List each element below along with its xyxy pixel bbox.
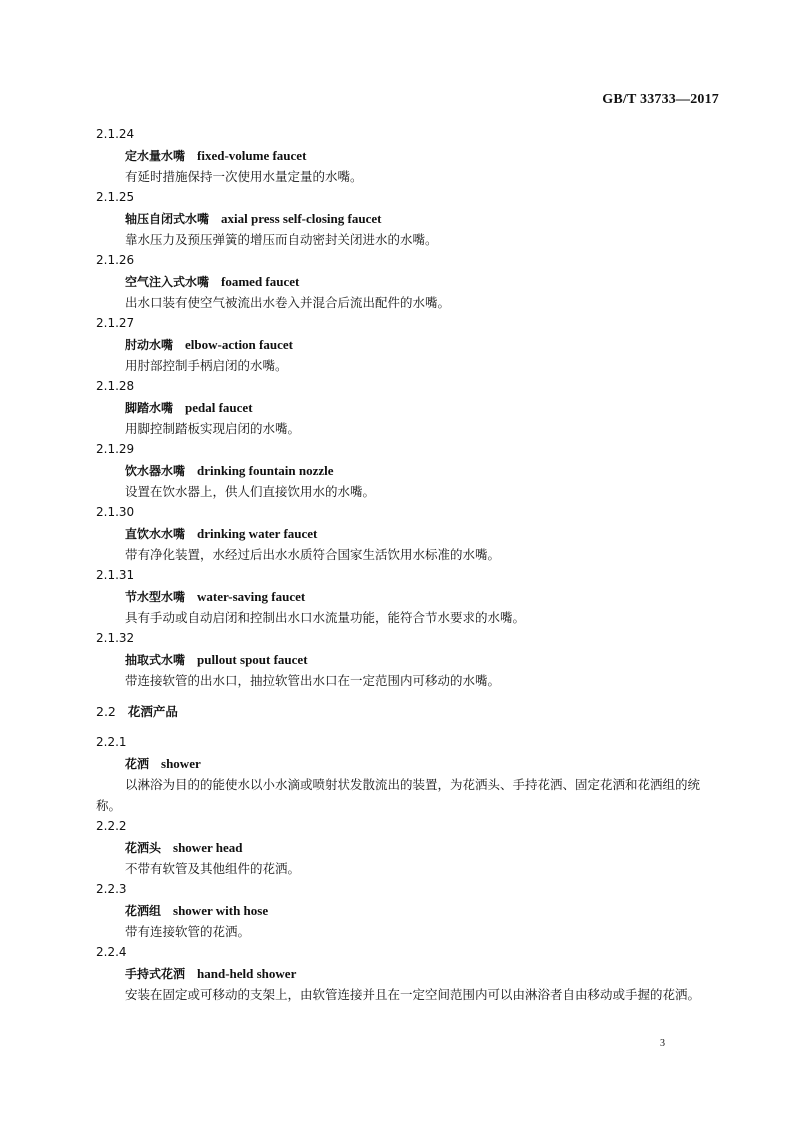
term-en: elbow-action faucet — [185, 337, 293, 352]
entry-number: 2.2.3 — [96, 882, 127, 896]
term-zh: 手持式花洒 — [125, 967, 186, 981]
term-definition: 出水口装有使空气被流出水卷入并混合后流出配件的水嘴。 — [125, 295, 451, 310]
document-body — [96, 124, 716, 1005]
term-definition: 设置在饮水器上，供人们直接饮用水的水嘴。 — [125, 484, 376, 499]
term-en: water-saving faucet — [197, 589, 306, 604]
term-en: drinking water faucet — [197, 526, 318, 541]
term-entry — [96, 124, 716, 187]
term-entry — [96, 732, 716, 816]
term-heading — [125, 586, 716, 607]
term-zh: 直饮水水嘴 — [125, 527, 186, 541]
term-en: axial press self-closing faucet — [221, 211, 382, 226]
entry-number: 2.1.32 — [96, 631, 135, 645]
entry-number: 2.2.1 — [96, 735, 127, 749]
term-entry — [96, 879, 716, 942]
term-heading — [125, 523, 716, 544]
term-definition: 具有手动或自动启闭和控制出水口水流量功能，能符合节水要求的水嘴。 — [125, 610, 526, 625]
term-zh: 空气注入式水嘴 — [125, 275, 210, 289]
term-entry — [96, 187, 716, 250]
term-zh: 花洒 — [125, 757, 150, 771]
term-heading — [125, 963, 716, 984]
term-definition: 靠水压力及预压弹簧的增压而自动密封关闭进水的水嘴。 — [125, 232, 438, 247]
entry-number: 2.1.28 — [96, 379, 135, 393]
section-title: 花洒产品 — [127, 704, 178, 719]
term-heading — [125, 271, 716, 292]
term-heading — [125, 460, 716, 481]
term-entry — [96, 565, 716, 628]
term-zh: 脚踏水嘴 — [125, 401, 174, 415]
term-heading — [125, 208, 716, 229]
term-entry — [96, 502, 716, 565]
term-heading — [125, 900, 716, 921]
entry-number: 2.1.25 — [96, 190, 135, 204]
term-en: fixed-volume faucet — [197, 148, 307, 163]
entry-number: 2.1.31 — [96, 568, 135, 582]
term-entry — [96, 816, 716, 879]
entry-number: 2.2.2 — [96, 819, 127, 833]
term-heading — [125, 649, 716, 670]
standard-number: GB/T 33733—2017 — [602, 92, 719, 107]
term-en: drinking fountain nozzle — [197, 463, 334, 478]
term-en: shower with hose — [173, 903, 269, 918]
term-zh: 轴压自闭式水嘴 — [125, 212, 210, 226]
term-zh: 抽取式水嘴 — [125, 653, 186, 667]
term-definition: 带连接软管的出水口，抽拉软管出水口在一定范围内可移动的水嘴。 — [125, 673, 501, 688]
term-definition: 安装在固定或可移动的支架上，由软管连接并且在一定空间范围内可以由淋浴者自由移动或手握的花洒。 — [125, 987, 701, 1002]
term-en: pullout spout faucet — [197, 652, 308, 667]
term-en: shower — [161, 756, 201, 771]
section-heading — [96, 701, 716, 722]
entry-number: 2.1.26 — [96, 253, 135, 267]
term-heading — [125, 753, 716, 774]
entry-number: 2.1.29 — [96, 442, 135, 456]
term-zh: 花洒组 — [125, 904, 162, 918]
entry-number: 2.1.24 — [96, 127, 135, 141]
term-heading — [125, 837, 716, 858]
term-definition: 用肘部控制手柄启闭的水嘴。 — [125, 358, 288, 373]
term-en: pedal faucet — [185, 400, 253, 415]
term-definition: 带有净化装置，水经过后出水水质符合国家生活饮用水标准的水嘴。 — [125, 547, 501, 562]
page-number: 3 — [660, 1038, 665, 1049]
term-zh: 花洒头 — [125, 841, 162, 855]
entry-number: 2.2.4 — [96, 945, 127, 959]
term-entry — [96, 439, 716, 502]
entry-number: 2.1.27 — [96, 316, 135, 330]
term-entry — [96, 376, 716, 439]
term-entry — [96, 942, 716, 1005]
term-heading — [125, 145, 716, 166]
term-heading — [125, 334, 716, 355]
term-en: shower head — [173, 840, 243, 855]
entry-number: 2.1.30 — [96, 505, 135, 519]
term-en: hand-held shower — [197, 966, 297, 981]
term-zh: 节水型水嘴 — [125, 590, 186, 604]
term-zh: 定水量水嘴 — [125, 149, 186, 163]
term-zh: 饮水器水嘴 — [125, 464, 186, 478]
term-entry — [96, 628, 716, 691]
term-definition: 有延时措施保持一次使用水量定量的水嘴。 — [125, 169, 363, 184]
term-definition: 以淋浴为目的的能使水以小水滴或喷射状发散流出的装置，为花洒头、手持花洒、固定花洒和花洒组的统称。 — [96, 777, 701, 813]
term-definition: 用脚控制踏板实现启闭的水嘴。 — [125, 421, 301, 436]
term-entry — [96, 250, 716, 313]
term-heading — [125, 397, 716, 418]
term-entry — [96, 313, 716, 376]
term-zh: 肘动水嘴 — [125, 338, 174, 352]
term-definition: 带有连接软管的花洒。 — [125, 924, 251, 939]
term-definition: 不带有软管及其他组件的花洒。 — [125, 861, 301, 876]
term-en: foamed faucet — [221, 274, 300, 289]
section-number: 2.2 — [96, 704, 116, 719]
